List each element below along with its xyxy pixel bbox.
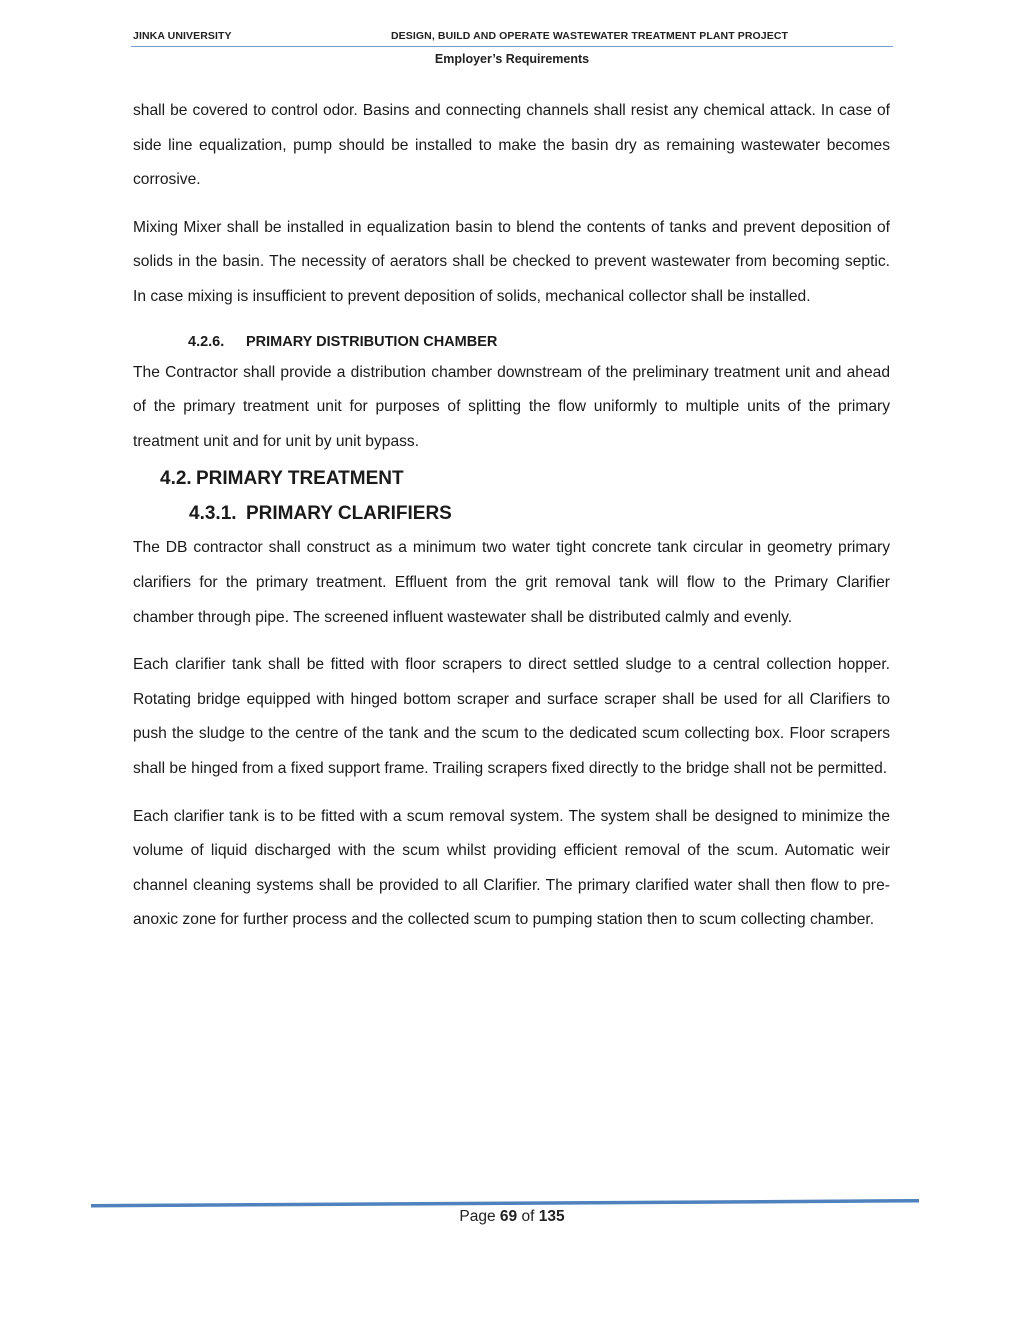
- paragraph-distribution-chamber: The Contractor shall provide a distribution chamber downstream of the preliminary treatment unit and ahead of the primary treatment unit for purposes of splitting the flow uniformly to multiple units of the primary treatment unit and for unit by unit bypass.: [133, 363, 890, 450]
- section-heading-4-3-1: [189, 497, 890, 531]
- header-project-title: DESIGN, BUILD AND OPERATE WASTEWATER TREATMENT PLANT PROJECT: [391, 30, 789, 42]
- section-number: 4.2.6.: [188, 333, 225, 350]
- section-number: 4.3.1.: [189, 503, 237, 525]
- section-number: 4.2.: [160, 468, 192, 490]
- page-word: Page: [459, 1208, 496, 1225]
- page-current: 69: [499, 1208, 518, 1225]
- page-total: 135: [538, 1208, 565, 1225]
- header-institution: JINKA UNIVERSITY: [133, 30, 232, 42]
- of-word: of: [521, 1208, 535, 1225]
- paragraph-clarifier-construction: The DB contractor shall construct as a minimum two water tight concrete tank circular in geometry primary clarifiers for the primary treatment. Effluent from the grit removal tank will flow to the Primary Clarifier chamber through pipe. The screened influent wastewater shall be distributed calmly and evenly.: [133, 539, 890, 626]
- section-title: PRIMARY TREATMENT: [196, 468, 404, 490]
- section-title: PRIMARY DISTRIBUTION CHAMBER: [246, 333, 498, 350]
- paragraph-mixing: Mixing Mixer shall be installed in equalization basin to blend the contents of tanks and prevent deposition of solids in the basin. The necessity of aerators shall be checked to prevent wastewater from becoming septic. In case mixing is insufficient to prevent deposition of solids, mechanical collector shall be installed.: [133, 218, 890, 305]
- paragraph-equalization-cover: shall be covered to control odor. Basins and connecting channels shall resist any chemical attack. In case of side line equalization, pump should be installed to make the basin dry as remaining wastewater becomes corrosive.: [133, 102, 890, 189]
- footer-divider: [91, 1198, 919, 1208]
- header-subtitle: Employer’s Requirements: [434, 52, 590, 66]
- section-title: PRIMARY CLARIFIERS: [246, 503, 452, 525]
- paragraph-scum-removal: Each clarifier tank is to be fitted with a scum removal system. The system shall be designed to minimize the volume of liquid discharged with the scum whilst providing efficient removal of the scum. Automatic weir channel cleaning systems shall be provided to all Clarifier. The primary clarified water shall then flow to pre-anoxic zone for further process and the collected scum to pumping station then to scum collecting chamber.: [133, 807, 890, 929]
- section-heading-4-2: [160, 461, 890, 497]
- page-number: [0, 1208, 1024, 1226]
- header-divider: [131, 46, 893, 47]
- page-body: [133, 94, 890, 951]
- paragraph-floor-scrapers: Each clarifier tank shall be fitted with floor scrapers to direct settled sludge to a central collection hopper. Rotating bridge equipped with hinged bottom scraper and surface scraper shall be used for all Clarifiers to push the sludge to the centre of the tank and the scum to the dedicated scum collecting box. Floor scrapers shall be hinged from a fixed support frame. Trailing scrapers fixed directly to the bridge shall not be permitted.: [133, 656, 890, 777]
- section-heading-4-2-6: [188, 328, 890, 356]
